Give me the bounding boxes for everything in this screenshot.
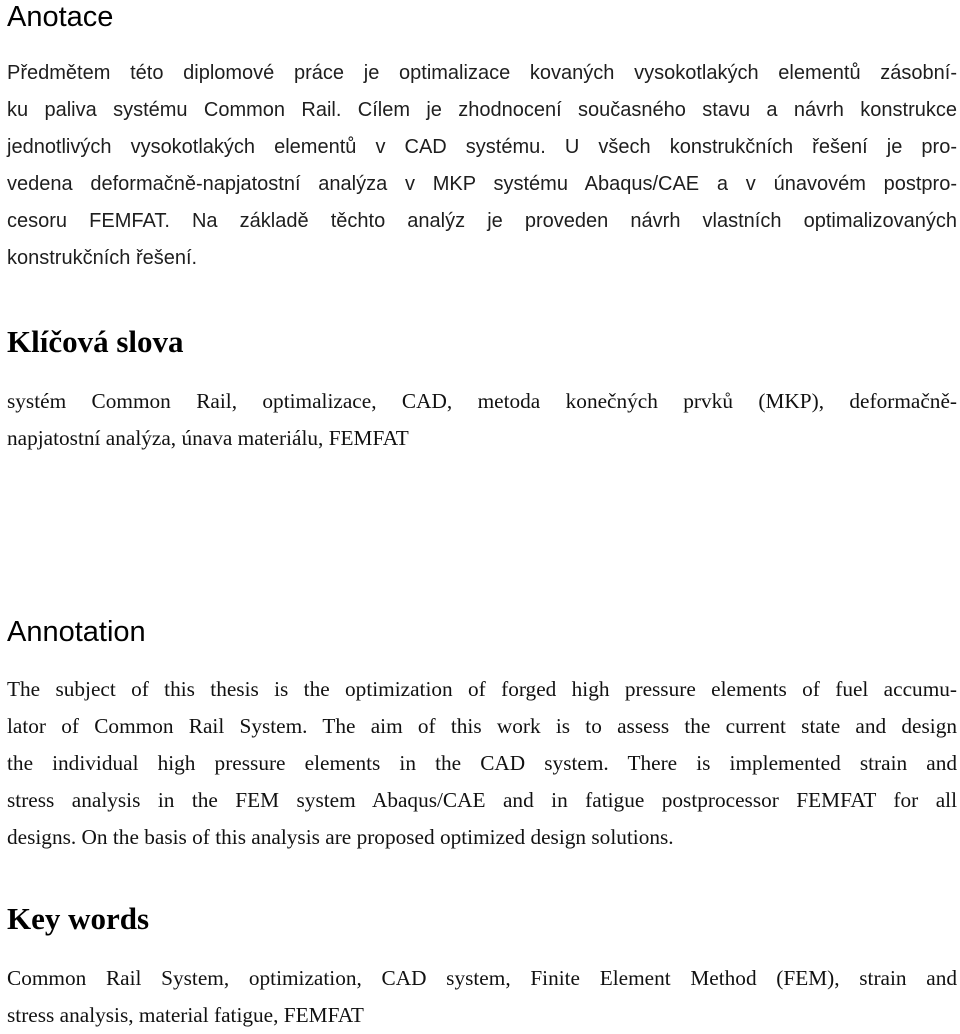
heading-klicova-slova: Klíčová slova — [7, 324, 184, 359]
klicova-slova-line: napjatostní analýza, únava materiálu, FEMFAT — [7, 426, 409, 450]
anotace-line: Předmětem této diplomové práce je optimalizace kovaných vysokotlakých elementů zásobní- — [7, 62, 957, 84]
heading-key-words: Key words — [7, 901, 150, 936]
key-words-line: stress analysis, material fatigue, FEMFAT — [7, 1003, 364, 1027]
heading-anotace: Anotace — [7, 1, 114, 33]
klicova-slova-line: systém Common Rail, optimalizace, CAD, metoda konečných prvků (MKP), deformačně- — [7, 389, 957, 413]
heading-annotation: Annotation — [7, 616, 146, 648]
paragraph-klicova-slova — [7, 383, 957, 457]
paragraph-key-words — [7, 960, 957, 1034]
paragraph-anotace — [7, 55, 957, 277]
anotace-line: vedena deformačně-napjatostní analýza v MKP systému Abaqus/CAE a v únavovém postpro- — [7, 173, 957, 195]
paragraph-annotation — [7, 671, 957, 856]
anotace-line: ku paliva systému Common Rail. Cílem je zhodnocení současného stavu a návrh konstrukce — [7, 99, 957, 121]
anotace-line: jednotlivých vysokotlakých elementů v CAD systému. U všech konstrukčních řešení je pro- — [7, 136, 957, 158]
anotace-line: konstrukčních řešení. — [7, 247, 198, 269]
annotation-line: The subject of this thesis is the optimization of forged high pressure elements of fuel accumu- — [7, 677, 957, 701]
annotation-line: stress analysis in the FEM system Abaqus/CAE and in fatigue postprocessor FEMFAT for all — [7, 788, 957, 812]
key-words-line: Common Rail System, optimization, CAD system, Finite Element Method (FEM), strain and — [7, 966, 957, 990]
annotation-line: the individual high pressure elements in the CAD system. There is implemented strain and — [7, 751, 957, 775]
annotation-line: lator of Common Rail System. The aim of this work is to assess the current state and design — [7, 714, 957, 738]
annotation-line: designs. On the basis of this analysis are proposed optimized design solutions. — [7, 825, 674, 849]
anotace-line: cesoru FEMFAT. Na základě těchto analýz je proveden návrh vlastních optimalizovaných — [7, 210, 957, 232]
